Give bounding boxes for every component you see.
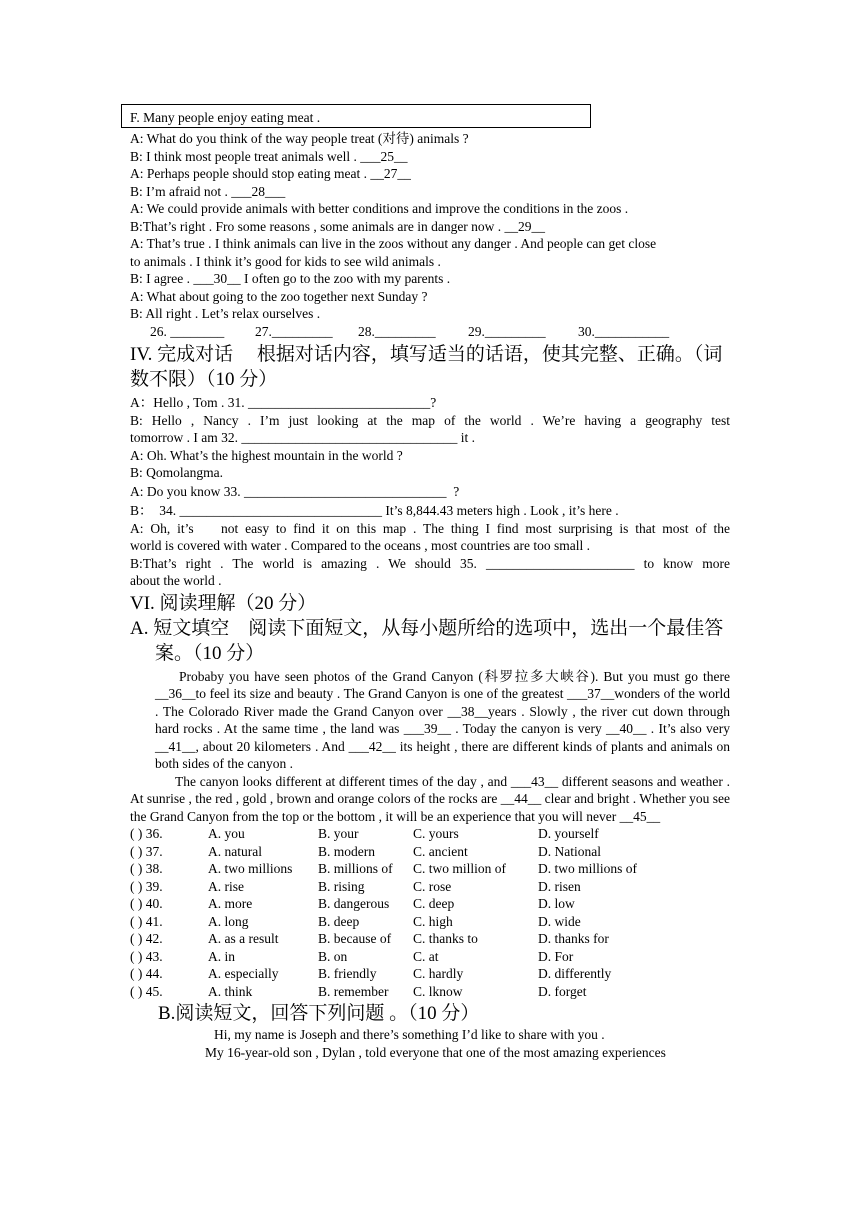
dialog2-line: about the world . (130, 573, 222, 588)
dialog1-line: B:That’s right . Fro some reasons , some animals are in danger now . __29__ (130, 218, 546, 234)
dialog1-line: B: I’m afraid not . ___28___ (130, 183, 286, 199)
passage-a-paragraph-2-text: The canyon looks different at different times of the day , and ___43__ different seasons and weather . At sunrise , the red , gold , brown and orange colors of the rocks are __44__ clear and bright . Whether you see the Grand Canyon from the top or the bottom , it will be an experience that you will never __45__ (130, 773, 730, 824)
answer-blank-26: 26. ________ (150, 323, 225, 339)
option-a: A. as a result (208, 931, 279, 946)
option-b: B. modern (318, 843, 375, 859)
option-a: A. in (208, 948, 235, 964)
dialog2-line: A: Do you know 33. ______________________________ ? (130, 483, 460, 499)
option-c: C. rose (413, 878, 452, 894)
section-6-heading: VI. 阅读理解（20 分） (130, 592, 317, 614)
option-c: C. deep (413, 896, 455, 911)
dialog1-line: B: All right . Let’s relax ourselves . (130, 306, 321, 321)
option-f-text: F. Many people enjoy eating meat . (130, 110, 321, 125)
option-b: B. dangerous (318, 896, 390, 911)
question-row (130, 825, 688, 843)
option-a: A. especially (208, 966, 279, 981)
section-a-heading-text: A. 短文填空 阅读下面短文，从每小题所给的选项中，选出一个最佳答案。（10 分） (130, 617, 724, 664)
option-a: A. long (208, 913, 249, 929)
option-c: C. ancient (413, 843, 468, 859)
dialog1-line: A: What do you think of the way people treat (对待) animals ? (130, 131, 469, 146)
option-a: A. think (208, 983, 253, 999)
question-number: ( ) 39. (130, 878, 163, 894)
answer-blank-30: 30.___________ (578, 323, 670, 339)
option-a: A. natural (208, 843, 262, 859)
dialog1-line: B: I agree . ___30__ I often go to the zoo with my parents . (130, 271, 451, 286)
section-a-heading (130, 616, 730, 666)
passage-a-paragraph-1-text: Probaby you have seen photos of the Grand Canyon (科罗拉多大峡谷). But you must go there __36__to feel its size and beauty . The Grand Canyon is one of the greatest ___37__wonders of the world . The Colorado River made the Grand Canyon over __38__years . Slowly , the river cut down through hard rocks . At the same time , the land was ___39__ . Today the canyon is very __40__ . It’s also very __41__, about 20 kilometers . And ___42__ its height , there are different kinds of plants and animals on both sides of the canyon . (155, 668, 730, 771)
option-a: A. rise (208, 878, 244, 894)
option-d: D. thanks for (538, 931, 609, 946)
option-b: B. on (318, 948, 348, 964)
option-b: B. because of (318, 931, 392, 946)
dialog2-line: A: Oh. What’s the highest mountain in the world ? (130, 447, 403, 463)
dialog2-line: A：Hello , Tom . 31. ___________________________? (130, 395, 437, 410)
passage-b-line: Hi, my name is Joseph and there’s something I’d like to share with you . (214, 1027, 605, 1042)
question-number: ( ) 44. (130, 966, 163, 981)
option-b: B. friendly (318, 966, 377, 981)
question-number: ( ) 41. (130, 913, 163, 929)
question-row (130, 878, 688, 896)
question-row (130, 843, 688, 861)
answer-blank-27: 27._________ (255, 323, 333, 339)
question-number: ( ) 38. (130, 861, 163, 876)
section-4-heading: IV. 完成对话 根据对话内容，填写适当的话语，使其完整、正确。（词数不限）（10 分） (130, 344, 723, 390)
dialog1-line: A: What about going to the zoo together next Sunday ? (130, 288, 428, 304)
option-c: C. at (413, 948, 439, 964)
option-d: D. yourself (538, 826, 599, 841)
option-a: A. two millions (208, 861, 293, 876)
option-d: D. risen (538, 878, 581, 894)
dialog2-line: B: Qomolangma. (130, 465, 223, 480)
answer-blanks-row (130, 323, 730, 341)
option-d: D. wide (538, 913, 581, 929)
option-a: A. you (208, 826, 245, 841)
dialog2-line: B： 34. ______________________________ It’s 8,844.43 meters high . Look , it’s here . (130, 502, 619, 518)
option-d: D. For (538, 948, 574, 964)
question-number: ( ) 36. (130, 826, 163, 841)
question-row (130, 913, 688, 931)
exam-page (130, 128, 730, 1061)
dialog2-line: tomorrow . I am 32. ________________________________ it . (130, 430, 475, 445)
question-row (130, 895, 688, 913)
answer-blank-28: 28._________ (358, 323, 436, 339)
dialog2-line: A: Oh, it’s not easy to find it on this map . The thing I find most surprising is that most of the (130, 520, 730, 536)
option-d: D. two millions of (538, 861, 638, 876)
option-c: C. high (413, 913, 453, 929)
question-row (130, 965, 688, 983)
answer-blank-29: 29._________ (468, 323, 546, 339)
passage-a-paragraph-1 (130, 668, 730, 773)
option-b: B. remember (318, 983, 389, 999)
dialog-section-2 (130, 394, 730, 590)
question-row (130, 948, 688, 966)
question-number: ( ) 40. (130, 896, 163, 911)
option-d: D. low (538, 896, 575, 911)
option-d: D. National (538, 843, 601, 859)
question-row (130, 983, 688, 1001)
passage-a-paragraph-2 (130, 773, 730, 826)
question-number: ( ) 43. (130, 948, 163, 964)
dialog1-line: A: That’s true . I think animals can live in the zoos without any danger . And people can get close (130, 236, 657, 251)
dialog2-line: B: Hello , Nancy . I’m just looking at the map of the world . We’re having a geography test (130, 412, 730, 428)
option-b: B. millions of (318, 861, 393, 876)
question-row (130, 930, 688, 948)
option-c: C. yours (413, 826, 459, 841)
dialog1-line: B: I think most people treat animals well . ___25__ (130, 148, 408, 164)
question-number: ( ) 37. (130, 843, 163, 859)
dialog1-line: A: Perhaps people should stop eating meat . __27__ (130, 166, 411, 181)
option-c: C. hardly (413, 966, 464, 981)
option-b: B. deep (318, 913, 360, 929)
passage-b-line: My 16-year-old son , Dylan , told everyone that one of the most amazing experiences (205, 1044, 666, 1060)
question-number: ( ) 45. (130, 983, 163, 999)
multiple-choice-table (130, 825, 688, 1000)
section-b-heading: B.阅读短文，回答下列问题 。（10 分） (158, 1003, 480, 1024)
option-a: A. more (208, 896, 253, 911)
question-number: ( ) 42. (130, 931, 163, 946)
option-c: C. thanks to (413, 931, 478, 946)
dialog2-line: B:That’s right . The world is amazing . We should 35. ______________________ to know more (130, 555, 730, 571)
dialog1-line: to animals . I think it’s good for kids to see wild animals . (130, 253, 441, 269)
option-c: C. two million of (413, 861, 507, 876)
option-d: D. differently (538, 966, 612, 981)
dialog2-line: world is covered with water . Compared to the oceans , most countries are too small . (130, 538, 591, 553)
option-b: B. your (318, 826, 359, 841)
option-c: C. lknow (413, 983, 463, 999)
dialog-section-1 (130, 130, 730, 323)
question-row (130, 860, 688, 878)
option-d: D. forget (538, 983, 587, 999)
option-b: B. rising (318, 878, 365, 894)
dialog1-line: A: We could provide animals with better conditions and improve the conditions in the zoos . (130, 201, 629, 216)
